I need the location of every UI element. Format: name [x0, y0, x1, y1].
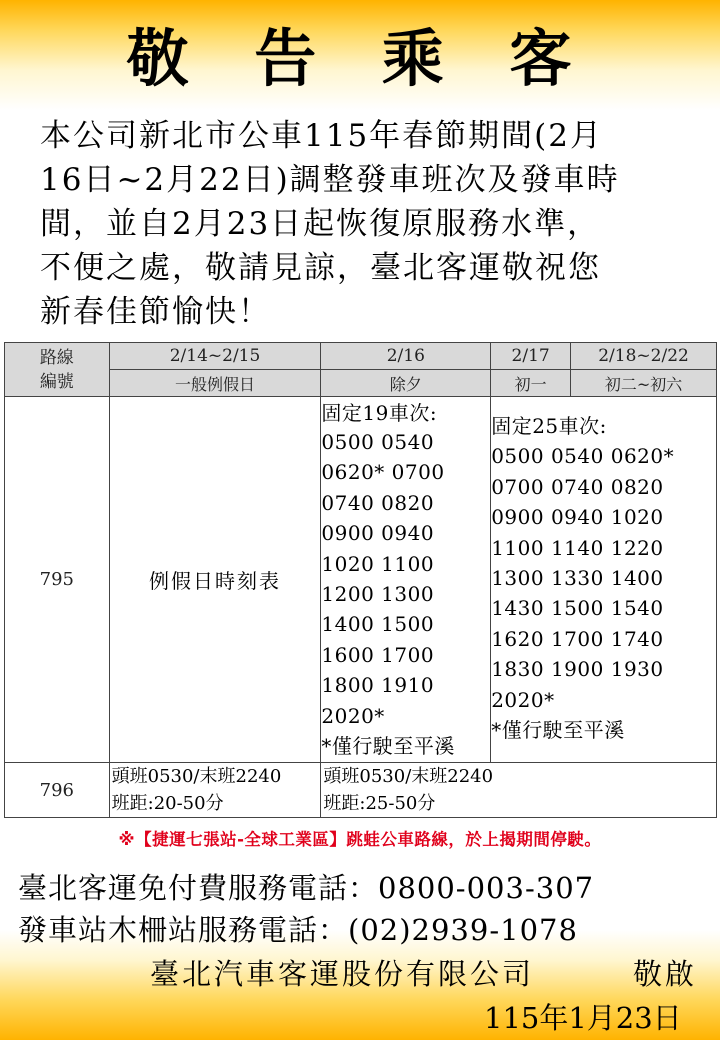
notice-line: 新春佳節愉快！: [40, 294, 271, 330]
date-header: 2/14~2/15: [109, 343, 321, 370]
notice-title: 敬 告 乘 客: [126, 22, 594, 95]
newyear-timetable: [491, 397, 717, 763]
day-header: 初二~初六: [571, 370, 717, 397]
table-header-row: [5, 370, 717, 397]
route-header-line: 路線: [39, 347, 74, 368]
time-line: 2020*: [491, 687, 555, 712]
time-line: 1600 1700: [321, 642, 435, 667]
holiday-schedule: 例假日時刻表: [109, 397, 321, 763]
schedule-table: [4, 342, 717, 818]
notice-line: 不便之處，敬請見諒，臺北客運敬祝您: [40, 250, 601, 286]
time-line: 0700 0740 0820: [491, 474, 664, 499]
eve-timetable: [321, 397, 491, 763]
route-number: 795: [5, 397, 110, 763]
time-line: 1300 1330 1400: [491, 566, 664, 591]
notice-date: 115年1月23日: [484, 1001, 682, 1035]
table-header-row: [5, 343, 717, 370]
route-header: [5, 343, 110, 397]
signature: 敬啟: [633, 957, 698, 991]
headway-line: 班距:20-50分: [111, 793, 224, 814]
notice-line: 16日~2月22日)調整發車班次及發車時: [40, 162, 620, 198]
day-header: 一般例假日: [109, 370, 321, 397]
time-line: 1400 1500: [321, 612, 435, 637]
table-row: [5, 763, 717, 818]
time-line: 1100 1140 1220: [491, 535, 664, 560]
suspension-warning: ※【捷運七張站-全球工業區】跳蛙公車路線，於上揭期間停駛。: [118, 830, 602, 849]
notice-line: 間，並自2月23日起恢復原服務水準，: [40, 206, 601, 242]
date-header: 2/18~2/22: [571, 343, 717, 370]
notice-body: [40, 114, 700, 334]
headway-line: 班距:25-50分: [323, 793, 436, 814]
time-line: 固定19車次:: [321, 401, 438, 425]
time-line: 0620* 0700: [321, 460, 445, 485]
headway-line: 頭班0530/末班2240: [111, 766, 282, 787]
time-line: 0500 0540 0620*: [491, 444, 675, 469]
time-line: 1830 1900 1930: [491, 657, 664, 682]
toll-free-phone: 臺北客運免付費服務電話：0800-003-307: [18, 871, 595, 905]
table-row: [5, 397, 717, 763]
time-line: 1020 1100: [321, 551, 435, 576]
notice-line: 本公司新北市公車115年春節期間(2月: [40, 118, 603, 154]
time-line: 0900 0940 1020: [491, 505, 664, 530]
date-header: 2/16: [321, 343, 491, 370]
day-header: 初一: [491, 370, 571, 397]
time-line: 1200 1300: [321, 582, 435, 607]
time-line: 1800 1910: [321, 673, 435, 698]
route-number: 796: [5, 763, 110, 818]
time-line: 固定25車次:: [491, 414, 607, 438]
station-phone: 發車站木柵站服務電話：(02)2939-1078: [18, 913, 578, 947]
time-line: 1430 1500 1540: [491, 596, 664, 621]
route-header-line: 編號: [39, 371, 74, 392]
time-line: 0500 0540: [321, 430, 435, 454]
time-line: *僅行駛至平溪: [321, 734, 455, 759]
day-header: 除夕: [321, 370, 491, 397]
holiday-headway: [321, 763, 717, 818]
company-name: 臺北汽車客運股份有限公司: [150, 957, 535, 991]
time-line: *僅行駛至平溪: [491, 718, 625, 743]
date-header: 2/17: [491, 343, 571, 370]
time-line: 0900 0940: [321, 521, 435, 546]
headway-line: 頭班0530/末班2240: [323, 766, 494, 787]
weekend-headway: [109, 763, 321, 818]
time-line: 0740 0820: [321, 490, 435, 515]
time-line: 1620 1700 1740: [491, 626, 664, 651]
time-line: 2020*: [321, 703, 385, 728]
